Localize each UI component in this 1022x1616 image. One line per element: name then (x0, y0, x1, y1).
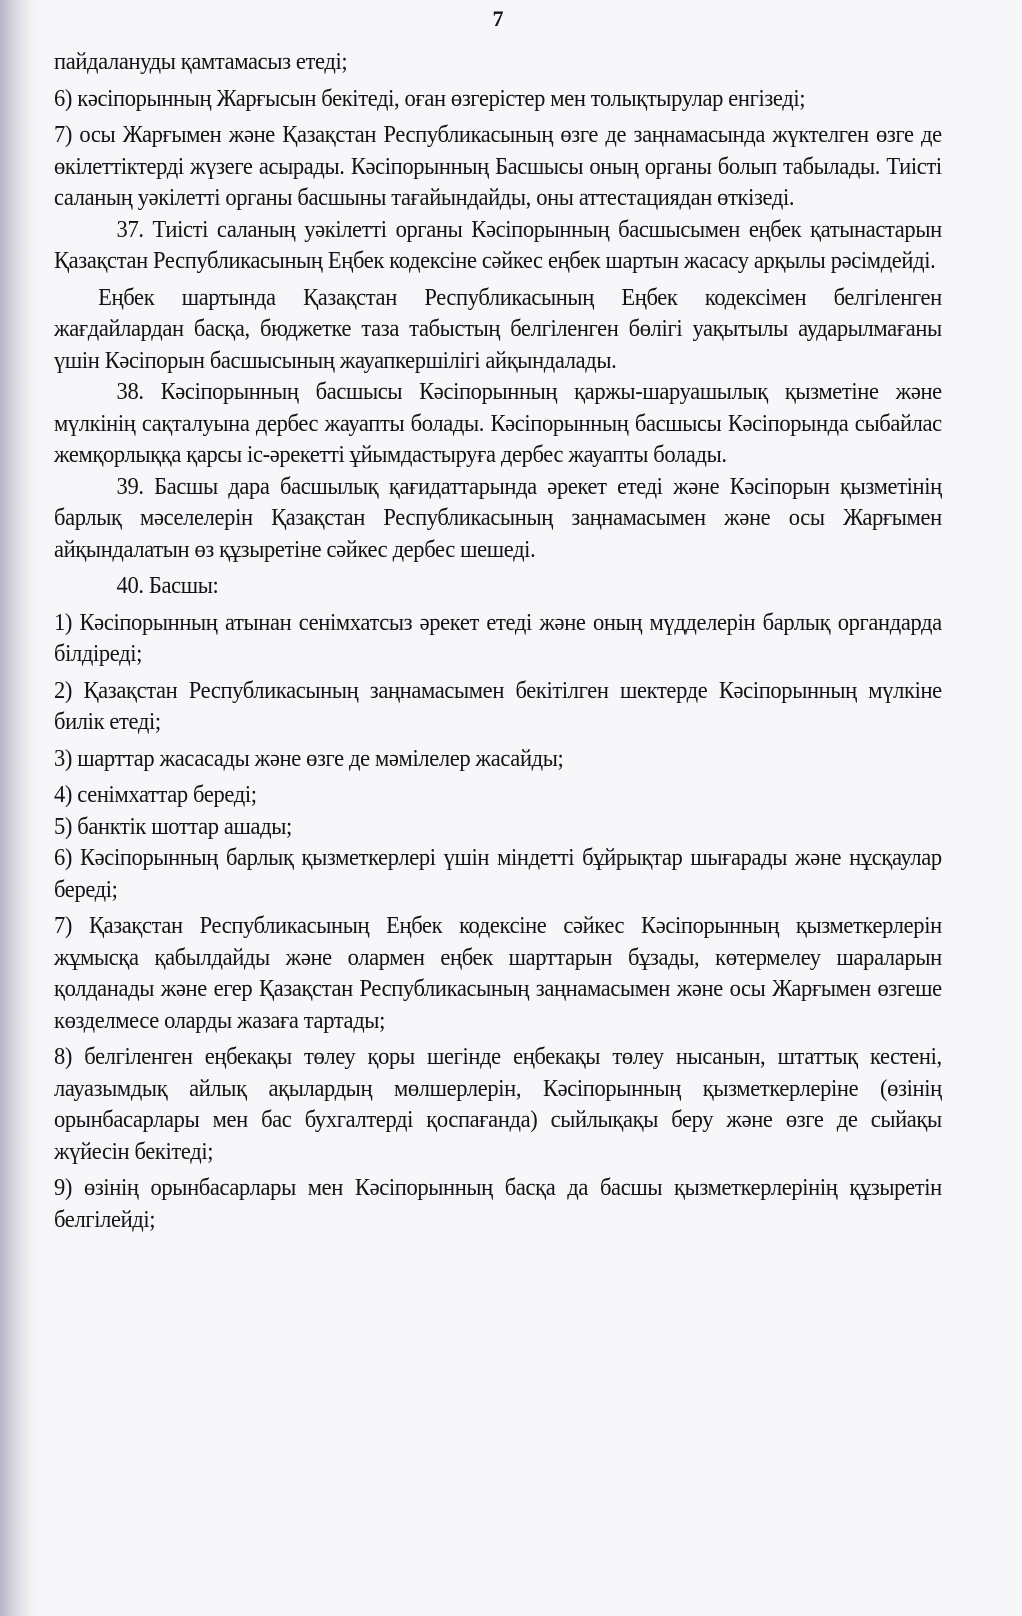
document-body (54, 46, 942, 1235)
clause-38: 38. Кәсіпорынның басшысы Кәсіпорынның қаржы-шаруашылық қызметіне және мүлкінің сақталуына дербес жауапты болады. Кәсіпорынның басшысы Кәсіпорында сыбайлас жемқорлыққа қарсы іс-әрекетті ұйымдастыруға дербес жауапты болады. (54, 378, 942, 468)
clause-37: 37. Тиісті саланың уәкілетті органы Кәсіпорынның басшысымен еңбек қатынастарын Қазақстан Республикасының Еңбек кодексіне сәйкес еңбек шартын жасасу арқылы рәсімдейді. (54, 215, 942, 274)
page-edge-shadow (0, 0, 40, 1616)
clause-40-heading: 40. Басшы: (116, 572, 219, 599)
paragraph-continuation: пайдалануды қамтамасыз етеді; (54, 48, 348, 75)
clause-40-item-1: 1) Кәсіпорынның атынан сенімхатсыз әрекет етеді және оның мүдделерін барлық органдарда білдіреді; (54, 608, 942, 667)
clause-40-item-2: 2) Қазақстан Республикасының заңнамасымен бекітілген шектерде Кәсіпорынның мүлкіне билік етеді; (54, 676, 942, 735)
list-item-6: 6) кәсіпорынның Жарғысын бекітеді, оған өзгерістер мен толықтырулар енгізеді; (54, 84, 806, 112)
page-number: 7 (492, 6, 504, 31)
clause-39: 39. Басшы дара басшылық қағидаттарында әрекет етеді және Кәсіпорын қызметінің барлық мәселелерін Қазақстан Республикасының заңнамасымен және осы Жарғымен айқындалатын өз құзыретіне сәйкес дербес шешеді. (54, 472, 942, 563)
clause-40-item-3: 3) шарттар жасасады және өзге де мәмілелер жасайды; (54, 744, 564, 772)
clause-40-item-9: 9) өзінің орынбасарлары мен Кәсіпорынның басқа да басшы қызметкерлерінің құзыретін белгілейді; (54, 1174, 942, 1233)
clause-40-item-4: 4) сенімхаттар береді; (54, 781, 257, 808)
list-item-7: 7) осы Жарғымен және Қазақстан Республикасының өзге де заңнамасында жүктелген өзге де өкілеттіктерді жүзеге асырады. Кәсіпорынның Басшысы оның органы болып табылады. Тиісті саланың уәкілетті органы басшыны тағайындайды, оны аттестациядан өткізеді. (54, 121, 942, 211)
clause-40-item-6: 6) Кәсіпорынның барлық қызметкерлері үшін міндетті бұйрықтар шығарады және нұсқаулар береді; (54, 844, 942, 903)
clause-40-item-8: 8) белгіленген еңбекақы төлеу қоры шегінде еңбекақы төлеу нысанын, штаттық кестені, лауазымдық айлық ақылардың мөлшерлерін, Кәсіпорынның қызметкерлеріне (өзінің орынбасарлары мен бас бухгалтерді қоспағанда) сыйлықақы беру және өзге де сыйақы жүйесін бекітеді; (54, 1043, 942, 1165)
clause-40-item-5: 5) банктік шоттар ашады; (54, 812, 292, 840)
clause-40-item-7: 7) Қазақстан Республикасының Еңбек кодексіне сәйкес Кәсіпорынның қызметкерлерін жұмысқа қабылдайды және олармен еңбек шарттарын бұзады, көтермелеу шараларын қолданады және егер Қазақстан Республикасының заңнамасымен және осы Жарғымен өзгеше көзделмесе оларды жазаға тартады; (54, 912, 942, 1034)
clause-37-paragraph-2: Еңбек шартында Қазақстан Республикасының Еңбек кодексімен белгіленген жағдайлардан басқа, бюджетке таза табыстың белгіленген бөлігі уақытылы аударылмағаны үшін Кәсіпорын басшысының жауапкершілігі айқындалады. (54, 283, 942, 374)
